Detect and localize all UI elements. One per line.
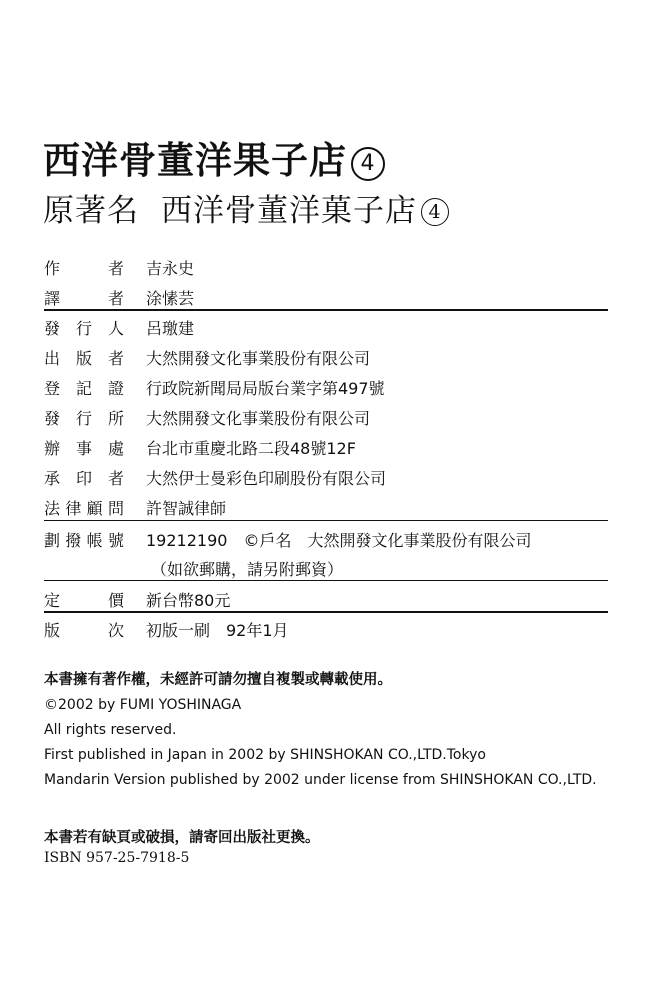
copyright-line: ©2002 by FUMI YOSHINAGA	[44, 697, 242, 713]
volume-number: 4	[351, 147, 385, 181]
postal-account-value: 19212190 ©戶名 大然開發文化事業股份有限公司	[146, 531, 532, 550]
divider-line	[44, 309, 608, 311]
printer-label: 承 印 者	[44, 469, 124, 488]
author-label: 作 者	[44, 259, 124, 278]
divider-line	[44, 520, 608, 521]
divider-line	[44, 611, 608, 613]
issuer-value: 呂璬建	[146, 319, 195, 338]
original-title-prefix: 原著名	[43, 193, 139, 229]
isbn: ISBN 957-25-7918-5	[44, 850, 190, 866]
price-value: 新台幣80元	[146, 591, 231, 610]
publisher-label: 出 版 者	[44, 349, 124, 368]
price-label: 定 價	[44, 591, 124, 610]
translator-label: 譯 者	[44, 289, 124, 308]
postal-account-label: 劃撥帳號	[44, 531, 124, 550]
printer-value: 大然伊士曼彩色印刷股份有限公司	[146, 469, 387, 488]
postal-order-note: （如欲郵購，請另附郵資）	[151, 560, 344, 579]
legal-counsel-value: 許智誠律師	[146, 499, 227, 518]
divider-line	[44, 580, 608, 581]
first-published-line: First published in Japan in 2002 by SHINSHOKAN CO.,LTD.Tokyo	[44, 747, 486, 763]
distributor-label: 發 行 所	[44, 409, 124, 428]
rights-reserved: All rights reserved.	[44, 722, 177, 738]
registration-value: 行政院新聞局局版台業字第497號	[146, 379, 385, 398]
original-title	[43, 185, 449, 230]
book-title	[43, 130, 385, 184]
edition-label: 版 次	[44, 621, 124, 640]
author-value: 吉永史	[146, 259, 195, 278]
office-label: 辦 事 處	[44, 439, 124, 458]
edition-value: 初版一刷 92年1月	[146, 621, 289, 640]
original-title-text: 西洋骨董洋菓子店	[161, 193, 417, 229]
registration-label: 登 記 證	[44, 379, 124, 398]
copyright-notice-cn: 本書擁有著作權，未經許可請勿擅自複製或轉載使用。	[44, 672, 392, 688]
distributor-value: 大然開發文化事業股份有限公司	[146, 409, 371, 428]
publisher-value: 大然開發文化事業股份有限公司	[146, 349, 371, 368]
mandarin-license-line: Mandarin Version published by 2002 under license from SHINSHOKAN CO.,LTD.	[44, 772, 597, 788]
original-volume-number: 4	[421, 198, 449, 226]
book-title-text: 西洋骨董洋果子店	[43, 139, 347, 182]
defect-notice-cn: 本書若有缺頁或破損，請寄回出版社更換。	[44, 830, 320, 846]
office-value: 台北市重慶北路二段48號12F	[146, 439, 356, 458]
issuer-label: 發 行 人	[44, 319, 124, 338]
translator-value: 涂愫芸	[146, 289, 195, 308]
legal-counsel-label: 法律顧問	[44, 499, 124, 518]
